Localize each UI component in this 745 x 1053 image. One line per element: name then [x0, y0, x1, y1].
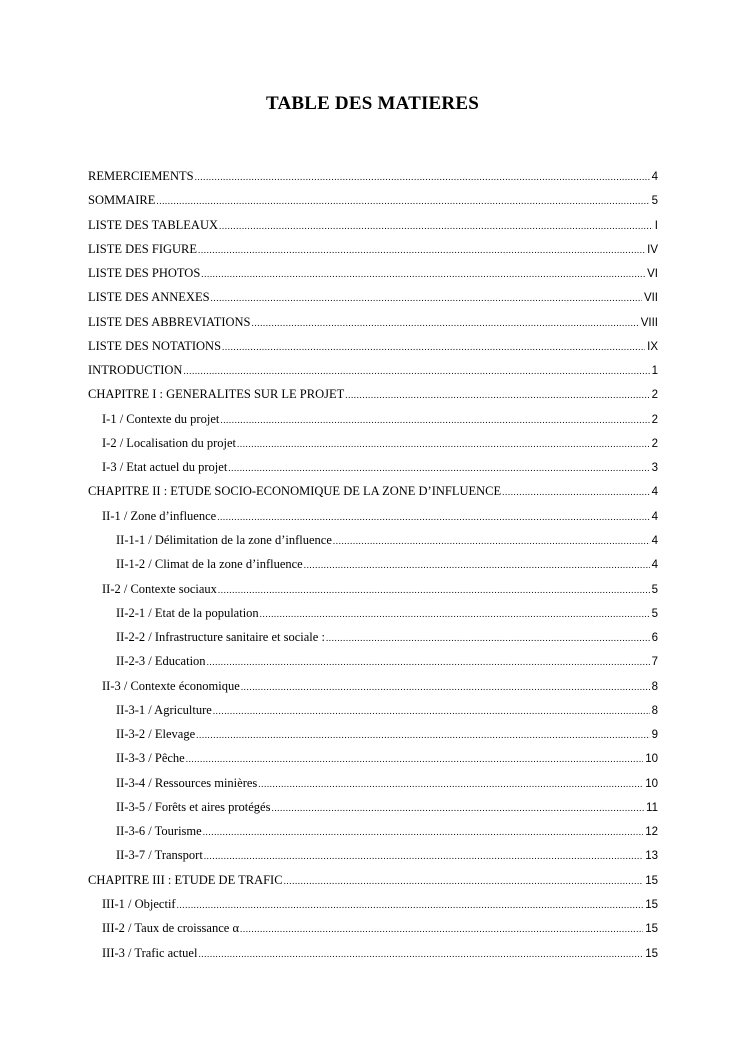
toc-entry[interactable] — [88, 261, 658, 285]
toc-entry-page-number: 5 — [651, 195, 658, 208]
toc-dot-leader — [198, 942, 643, 966]
toc-entry[interactable] — [88, 334, 658, 358]
toc-entry-page-number: 11 — [646, 801, 658, 814]
toc-entry-page-number: 15 — [645, 874, 658, 887]
toc-entry-label: III-1 / Objectif — [102, 896, 176, 911]
toc-entry-label: I-1 / Contexte du projet — [102, 411, 220, 426]
toc-entry-label: II-2-1 / Etat de la population — [116, 605, 259, 620]
toc-entry[interactable] — [88, 528, 658, 552]
toc-dot-leader — [237, 432, 650, 456]
toc-entry-label: II-1-1 / Délimitation de la zone d’influence — [116, 532, 332, 547]
toc-dot-leader — [195, 165, 650, 189]
toc-entry[interactable] — [88, 407, 658, 431]
table-of-contents — [88, 164, 658, 965]
toc-entry[interactable] — [88, 868, 658, 892]
toc-dot-leader — [258, 772, 643, 796]
toc-entry-label: III-2 / Taux de croissance α — [102, 921, 239, 936]
toc-entry-page-number: 3 — [651, 462, 658, 475]
toc-entry-page-number: 4 — [651, 486, 658, 499]
toc-dot-leader — [252, 311, 639, 335]
toc-entry[interactable] — [88, 188, 658, 212]
toc-dot-leader — [260, 602, 650, 626]
toc-entry-label: CHAPITRE III : ETUDE DE TRAFIC — [88, 872, 283, 887]
toc-entry-page-number: 4 — [651, 510, 658, 523]
toc-entry-page-number: 2 — [651, 389, 658, 402]
toc-entry[interactable] — [88, 625, 658, 649]
toc-entry-page-number: IV — [647, 243, 658, 256]
toc-entry-label: LISTE DES TABLEAUX — [88, 217, 219, 232]
toc-dot-leader — [203, 820, 644, 844]
toc-entry-page-number: 4 — [651, 559, 658, 572]
toc-entry-page-number: 4 — [651, 171, 658, 183]
toc-entry-page-number: 5 — [651, 607, 658, 620]
toc-entry[interactable] — [88, 504, 658, 528]
toc-dot-leader — [183, 359, 649, 383]
toc-entry[interactable] — [88, 892, 658, 916]
toc-entry-page-number: I — [654, 219, 658, 232]
toc-entry[interactable] — [88, 431, 658, 455]
toc-dot-leader — [218, 578, 650, 602]
toc-entry-label: II-3-7 / Transport — [116, 848, 203, 863]
toc-entry-label: II-3-6 / Tourisme — [116, 824, 202, 839]
toc-entry-page-number: 8 — [651, 704, 658, 717]
toc-entry-page-number: 12 — [645, 826, 658, 839]
toc-entry[interactable] — [88, 771, 658, 795]
toc-entry-label: II-3-1 / Agriculture — [116, 702, 212, 717]
toc-entry-label: I-2 / Localisation du projet — [102, 435, 236, 450]
toc-entry[interactable] — [88, 358, 658, 382]
toc-dot-leader — [204, 844, 643, 868]
toc-entry-page-number: 10 — [645, 753, 658, 766]
toc-entry-page-number: 15 — [645, 947, 658, 960]
toc-dot-leader — [177, 893, 644, 917]
toc-entry[interactable] — [88, 237, 658, 261]
toc-entry[interactable] — [88, 213, 658, 237]
toc-entry-page-number: 1 — [651, 365, 658, 378]
toc-dot-leader — [222, 335, 645, 359]
toc-entry-label: II-3-2 / Elevage — [116, 727, 196, 742]
toc-dot-leader — [284, 869, 644, 893]
toc-dot-leader — [211, 286, 642, 310]
toc-dot-leader — [198, 238, 645, 262]
toc-entry[interactable] — [88, 843, 658, 867]
toc-entry[interactable] — [88, 941, 658, 965]
toc-entry[interactable] — [88, 164, 658, 188]
toc-entry[interactable] — [88, 746, 658, 770]
toc-dot-leader — [241, 675, 650, 699]
toc-entry-label: LISTE DES FIGURE — [88, 241, 198, 256]
toc-entry-page-number: 15 — [645, 898, 658, 911]
toc-entry-page-number: 10 — [645, 777, 658, 790]
toc-entry-label: II-3-3 / Pêche — [116, 751, 185, 766]
toc-entry-page-number: VIII — [640, 316, 658, 329]
toc-entry-label: LISTE DES ABBREVIATIONS — [88, 314, 251, 329]
toc-entry-page-number: 8 — [651, 680, 658, 693]
toc-dot-leader — [207, 650, 650, 674]
toc-entry-page-number: 5 — [651, 583, 658, 596]
toc-entry-label: CHAPITRE I : GENERALITES SUR LE PROJET — [88, 387, 345, 402]
toc-entry-page-number: 6 — [651, 632, 658, 645]
toc-entry[interactable] — [88, 601, 658, 625]
toc-entry-page-number: IX — [647, 340, 658, 353]
toc-entry[interactable] — [88, 795, 658, 819]
toc-entry[interactable] — [88, 916, 658, 940]
toc-dot-leader — [219, 214, 653, 238]
toc-dot-leader — [196, 723, 649, 747]
toc-entry-label: III-3 / Trafic actuel — [102, 945, 198, 960]
toc-entry-page-number: VI — [647, 268, 658, 281]
toc-dot-leader — [156, 189, 649, 213]
toc-entry-label: LISTE DES PHOTOS — [88, 266, 201, 281]
toc-entry[interactable] — [88, 819, 658, 843]
toc-entry[interactable] — [88, 577, 658, 601]
toc-entry-label: II-2-3 / Education — [116, 654, 206, 669]
toc-dot-leader — [217, 505, 649, 529]
toc-entry[interactable] — [88, 722, 658, 746]
toc-dot-leader — [213, 699, 650, 723]
toc-entry-label: II-2 / Contexte sociaux — [102, 581, 217, 596]
toc-entry-label: REMERCIEMENTS — [88, 169, 194, 183]
toc-entry-label: II-2-2 / Infrastructure sanitaire et sociale : — [116, 630, 325, 645]
toc-dot-leader — [345, 383, 649, 407]
toc-entry-label: SOMMAIRE — [88, 193, 156, 208]
toc-dot-leader — [502, 480, 649, 504]
toc-entry[interactable] — [88, 455, 658, 479]
toc-entry-label: LISTE DES ANNEXES — [88, 290, 210, 305]
toc-entry[interactable] — [88, 479, 658, 503]
toc-entry-page-number: 2 — [651, 413, 658, 426]
toc-dot-leader — [220, 408, 649, 432]
toc-entry[interactable] — [88, 674, 658, 698]
toc-dot-leader — [333, 529, 650, 553]
toc-entry-page-number: 2 — [651, 437, 658, 450]
toc-entry-page-number: 13 — [645, 850, 658, 863]
toc-entry[interactable] — [88, 285, 658, 309]
toc-entry-page-number: VII — [643, 292, 658, 305]
toc-entry-label: II-3-5 / Forêts et aires protégés — [116, 799, 271, 814]
toc-entry[interactable] — [88, 552, 658, 576]
toc-entry-label: II-3 / Contexte économique — [102, 678, 240, 693]
toc-entry-label: LISTE DES NOTATIONS — [88, 338, 222, 353]
toc-dot-leader — [186, 747, 643, 771]
toc-entry[interactable] — [88, 649, 658, 673]
toc-entry-page-number: 15 — [645, 923, 658, 936]
toc-dot-leader — [271, 796, 644, 820]
toc-entry-page-number: 7 — [651, 656, 658, 669]
toc-dot-leader — [201, 262, 645, 286]
toc-entry-label: I-3 / Etat actuel du projet — [102, 460, 228, 475]
toc-entry[interactable] — [88, 310, 658, 334]
toc-entry-label: II-1 / Zone d’influence — [102, 508, 217, 523]
toc-entry-page-number: 9 — [651, 729, 658, 742]
toc-dot-leader — [326, 626, 650, 650]
toc-entry-label: CHAPITRE II : ETUDE SOCIO-ECONOMIQUE DE LA ZONE D’INFLUENCE — [88, 484, 502, 499]
toc-entry-page-number: 4 — [651, 534, 658, 547]
toc-entry-label: II-3-4 / Ressources minières — [116, 775, 258, 790]
toc-dot-leader — [228, 456, 649, 480]
toc-entry-label: II-1-2 / Climat de la zone d’influence — [116, 557, 303, 572]
toc-dot-leader — [304, 553, 650, 577]
toc-entry[interactable] — [88, 698, 658, 722]
toc-dot-leader — [240, 917, 643, 941]
toc-entry[interactable] — [88, 382, 658, 406]
toc-entry-label: INTRODUCTION — [88, 363, 183, 378]
page-title: TABLE DES MATIERES — [265, 93, 479, 114]
